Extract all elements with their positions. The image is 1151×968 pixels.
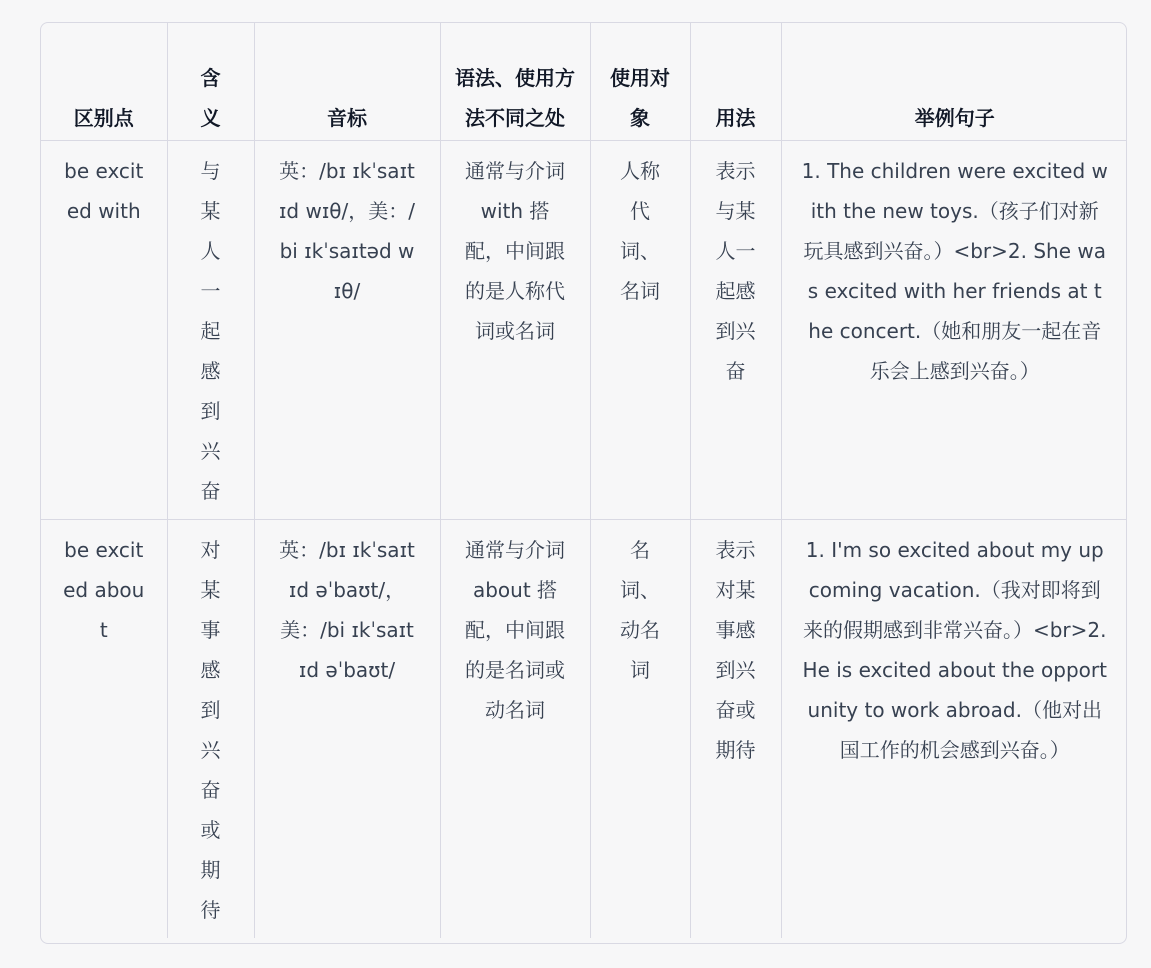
table-row [41, 519, 1127, 938]
table-row [41, 140, 1127, 519]
header-cell-meaning: 含义 [167, 23, 254, 140]
cell-object: 名词、动名词 [590, 519, 690, 938]
cell-object: 人称代词、名词 [590, 140, 690, 519]
cell-grammar: 通常与介词 with 搭配，中间跟的是人称代词或名词 [440, 140, 590, 519]
header-cell-phonetic: 音标 [254, 23, 440, 140]
header-row [41, 23, 1127, 140]
cell-meaning: 与某人一起感到兴奋 [167, 140, 254, 519]
header-cell-usage: 用法 [690, 23, 781, 140]
header-cell-object: 使用对象 [590, 23, 690, 140]
cell-meaning: 对某事感到兴奋或期待 [167, 519, 254, 938]
cell-phrase: be excited about [41, 519, 167, 938]
cell-usage: 表示对某事感到兴奋或期待 [690, 519, 781, 938]
header-cell-grammar: 语法、使用方法不同之处 [440, 23, 590, 140]
header-cell-example: 举例句子 [781, 23, 1127, 140]
cell-example: 1. The children were excited with the new toys.（孩子们对新玩具感到兴奋。）<br>2. She was excited with her friends at the concert.（她和朋友一起在音乐会上感到兴奋。） [781, 140, 1127, 519]
cell-phonetic: 英：/bɪ ɪkˈsaɪtɪd əˈbaʊt/，美：/bi ɪkˈsaɪtɪd əˈbaʊt/ [254, 519, 440, 938]
header-cell-distinction: 区别点 [41, 23, 167, 140]
cell-example: 1. I'm so excited about my upcoming vacation.（我对即将到来的假期感到非常兴奋。）<br>2. He is excited about the opportunity to work abroad.（他对出国工作的机会感到兴奋。） [781, 519, 1127, 938]
cell-phonetic: 英：/bɪ ɪkˈsaɪtɪd wɪθ/，美：/bi ɪkˈsaɪtəd wɪθ/ [254, 140, 440, 519]
cell-phrase: be excited with [41, 140, 167, 519]
cell-usage: 表示与某人一起感到兴奋 [690, 140, 781, 519]
table-header [41, 23, 1127, 140]
comparison-table [41, 23, 1127, 938]
table-body [41, 140, 1127, 938]
comparison-table-container [40, 22, 1127, 944]
cell-grammar: 通常与介词 about 搭配，中间跟的是名词或动名词 [440, 519, 590, 938]
